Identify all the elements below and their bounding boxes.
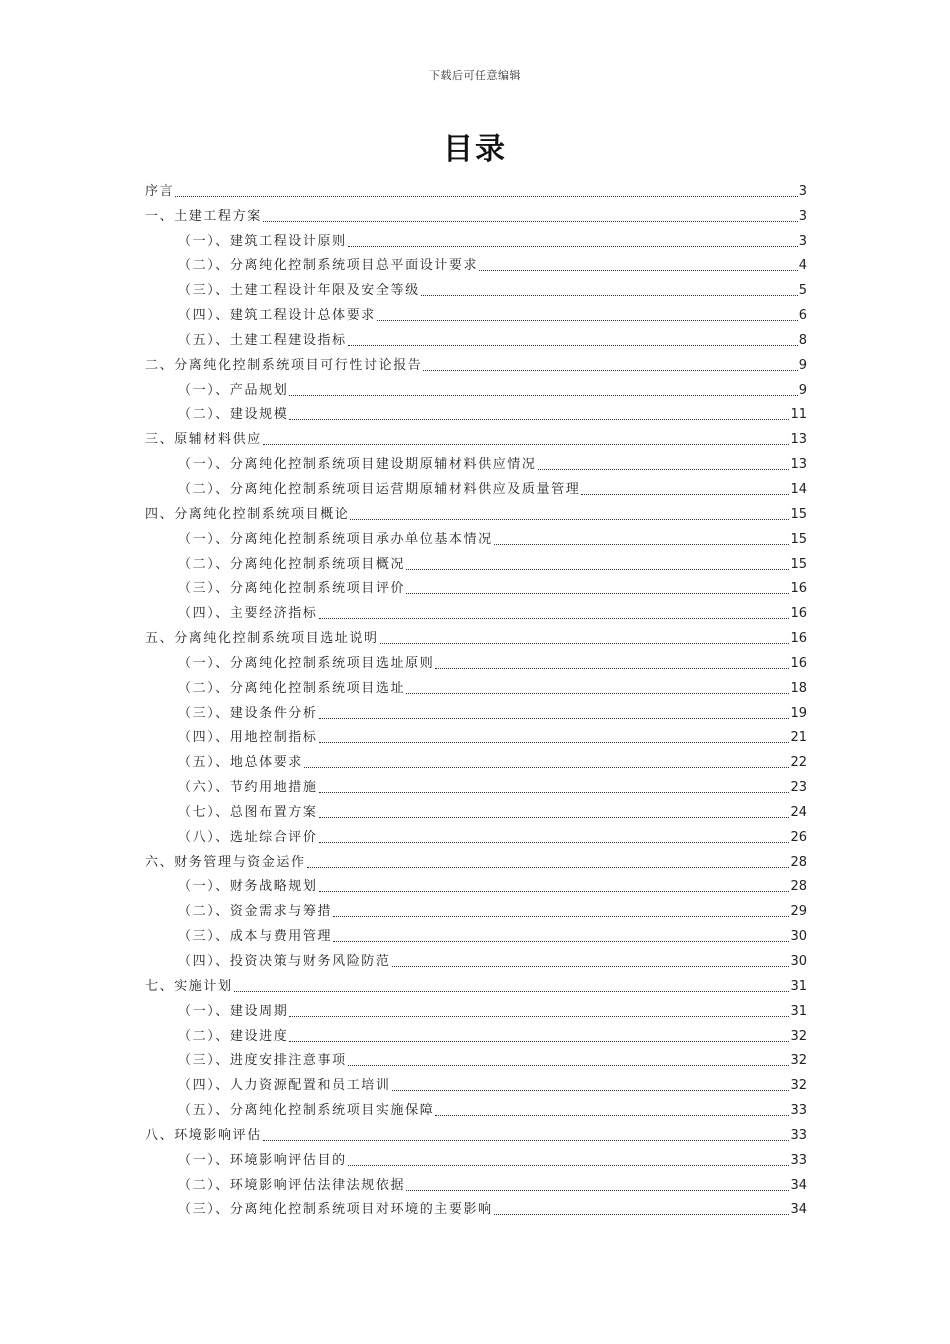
toc-page-number: 15	[790, 556, 807, 572]
toc-entry-label: （一）、建筑工程设计原则	[178, 233, 347, 249]
toc-dot-leader	[406, 568, 789, 570]
toc-dot-leader	[423, 369, 797, 371]
toc-section-entry[interactable]	[145, 549, 807, 574]
table-of-contents	[145, 176, 807, 1219]
toc-entry-label: （三）、进度安排注意事项	[178, 1053, 347, 1069]
toc-entry-label: （四）、建筑工程设计总体要求	[178, 308, 376, 324]
toc-page-number: 9	[798, 357, 807, 373]
toc-entry-label: 七、实施计划	[145, 978, 233, 994]
toc-entry-label: （四）、人力资源配置和员工培训	[178, 1078, 391, 1094]
toc-section-entry[interactable]	[145, 325, 807, 350]
toc-dot-leader	[319, 890, 790, 892]
toc-dot-leader	[319, 841, 790, 843]
toc-chapter-entry[interactable]	[145, 424, 807, 449]
toc-section-entry[interactable]	[145, 1195, 807, 1220]
toc-page-number: 31	[790, 978, 807, 994]
toc-entry-label: （四）、主要经济指标	[178, 606, 318, 622]
toc-dot-leader	[435, 667, 789, 669]
toc-section-entry[interactable]	[145, 474, 807, 499]
toc-dot-leader	[307, 866, 790, 868]
toc-section-entry[interactable]	[145, 797, 807, 822]
toc-page-number: 13	[790, 432, 807, 448]
toc-dot-leader	[479, 269, 798, 271]
toc-page-number: 16	[790, 631, 807, 647]
toc-entry-label: （五）、土建工程建设指标	[178, 332, 347, 348]
toc-entry-label: 八、环境影响评估	[145, 1127, 262, 1143]
toc-page-number: 3	[798, 183, 807, 199]
toc-section-entry[interactable]	[145, 1046, 807, 1071]
toc-entry-label: （二）、建设进度	[178, 1028, 289, 1044]
toc-dot-leader	[289, 1015, 789, 1017]
toc-dot-leader	[333, 915, 789, 917]
toc-page-number: 24	[790, 804, 807, 820]
toc-section-entry[interactable]	[145, 648, 807, 673]
toc-entry-label: （一）、分离纯化控制系统项目建设期原辅材料供应情况	[178, 457, 537, 473]
toc-chapter-entry[interactable]	[145, 350, 807, 375]
toc-entry-label: （二）、资金需求与筹措	[178, 904, 333, 920]
toc-page-number: 34	[790, 1177, 807, 1193]
toc-page-number: 3	[798, 233, 807, 249]
toc-section-entry[interactable]	[145, 921, 807, 946]
toc-dot-leader	[319, 717, 790, 719]
toc-chapter-entry[interactable]	[145, 176, 807, 201]
toc-entry-label: 序言	[145, 183, 175, 199]
toc-chapter-entry[interactable]	[145, 201, 807, 226]
toc-dot-leader	[234, 990, 790, 992]
toc-page-number: 22	[790, 755, 807, 771]
toc-entry-label: （八）、选址综合评价	[178, 829, 318, 845]
toc-page-number: 11	[790, 407, 807, 423]
toc-page-number: 18	[790, 680, 807, 696]
toc-dot-leader	[377, 319, 798, 321]
toc-entry-label: （一）、产品规划	[178, 382, 289, 398]
toc-dot-leader	[263, 1139, 790, 1141]
toc-page-number: 15	[790, 506, 807, 522]
toc-dot-leader	[421, 294, 798, 296]
toc-section-entry[interactable]	[145, 400, 807, 425]
toc-page-number: 29	[790, 904, 807, 920]
toc-chapter-entry[interactable]	[145, 499, 807, 524]
toc-entry-label: （四）、投资决策与财务风险防范	[178, 954, 391, 969]
toc-section-entry[interactable]	[145, 598, 807, 623]
toc-entry-label: 二、分离纯化控制系统项目可行性讨论报告	[145, 357, 423, 373]
toc-section-entry[interactable]	[145, 1021, 807, 1046]
toc-dot-leader	[263, 443, 790, 445]
toc-chapter-entry[interactable]	[145, 847, 807, 872]
toc-entry-label: （三）、成本与费用管理	[178, 929, 333, 945]
toc-page-number: 26	[790, 829, 807, 845]
toc-page-number: 32	[790, 1053, 807, 1069]
toc-page-number: 32	[790, 1078, 807, 1094]
toc-section-entry[interactable]	[145, 896, 807, 921]
toc-section-entry[interactable]	[145, 1170, 807, 1195]
toc-entry-label: （二）、环境影响评估法律法规依据	[178, 1177, 406, 1193]
toc-entry-label: （一）、建设周期	[178, 1003, 289, 1019]
toc-page-number: 8	[798, 332, 807, 348]
toc-section-entry[interactable]	[145, 1070, 807, 1095]
toc-page-number: 30	[790, 954, 807, 969]
toc-entry-label: 五、分离纯化控制系统项目选址说明	[145, 631, 379, 647]
toc-title: 目录	[443, 132, 507, 167]
toc-section-entry[interactable]	[145, 772, 807, 797]
toc-entry-label: （一）、分离纯化控制系统项目选址原则	[178, 655, 435, 671]
toc-dot-leader	[406, 692, 789, 694]
toc-section-entry[interactable]	[145, 698, 807, 723]
toc-entry-label: 六、财务管理与资金运作	[145, 854, 306, 870]
toc-entry-label: （二）、分离纯化控制系统项目总平面设计要求	[178, 258, 479, 274]
toc-dot-leader	[175, 195, 798, 197]
toc-section-entry[interactable]	[145, 747, 807, 772]
toc-dot-leader	[348, 344, 798, 346]
toc-section-entry[interactable]	[145, 996, 807, 1021]
toc-section-entry[interactable]	[145, 872, 807, 897]
toc-page-number: 23	[790, 780, 807, 796]
toc-entry-label: （四）、用地控制指标	[178, 730, 318, 746]
toc-page-number: 28	[790, 879, 807, 895]
toc-entry-label: 一、土建工程方案	[145, 208, 262, 224]
toc-entry-label: 三、原辅材料供应	[145, 432, 262, 448]
toc-page-number: 33	[790, 1152, 807, 1168]
toc-section-entry[interactable]	[145, 251, 807, 276]
toc-entry-label: （七）、总图布置方案	[178, 804, 318, 820]
toc-page-number: 33	[790, 1127, 807, 1143]
toc-page-number: 9	[798, 382, 807, 398]
toc-page-number: 31	[790, 1003, 807, 1019]
toc-dot-leader	[289, 394, 797, 396]
toc-section-entry[interactable]	[145, 822, 807, 847]
toc-dot-leader	[392, 1089, 790, 1091]
toc-dot-leader	[392, 965, 790, 967]
toc-entry-label: （三）、分离纯化控制系统项目评价	[178, 581, 406, 597]
toc-entry-label: （六）、节约用地措施	[178, 780, 318, 796]
toc-section-entry[interactable]	[145, 524, 807, 549]
toc-section-entry[interactable]	[145, 946, 807, 971]
toc-dot-leader	[289, 1040, 789, 1042]
toc-dot-leader	[348, 245, 798, 247]
toc-dot-leader	[289, 418, 789, 420]
toc-dot-leader	[348, 1164, 790, 1166]
toc-page-number: 34	[790, 1202, 807, 1218]
toc-dot-leader	[319, 816, 790, 818]
toc-page-number: 13	[790, 457, 807, 473]
toc-entry-label: （一）、环境影响评估目的	[178, 1152, 347, 1168]
toc-section-entry[interactable]	[145, 226, 807, 251]
toc-page-number: 5	[798, 283, 807, 299]
toc-dot-leader	[348, 1064, 790, 1066]
toc-entry-label: （一）、分离纯化控制系统项目承办单位基本情况	[178, 531, 493, 547]
toc-entry-label: （三）、分离纯化控制系统项目对环境的主要影响	[178, 1202, 493, 1218]
toc-dot-leader	[333, 940, 789, 942]
toc-entry-label: （一）、财务战略规划	[178, 879, 318, 895]
toc-entry-label: （二）、分离纯化控制系统项目选址	[178, 680, 406, 696]
toc-dot-leader	[319, 791, 790, 793]
toc-page-number: 15	[790, 531, 807, 547]
toc-entry-label: （三）、土建工程设计年限及安全等级	[178, 283, 420, 299]
toc-entry-label: 四、分离纯化控制系统项目概论	[145, 506, 350, 522]
toc-section-entry[interactable]	[145, 275, 807, 300]
toc-dot-leader	[494, 1213, 790, 1215]
toc-dot-leader	[319, 617, 790, 619]
toc-page-number: 16	[790, 581, 807, 597]
toc-dot-leader	[538, 468, 790, 470]
toc-entry-label: （三）、建设条件分析	[178, 705, 318, 721]
toc-entry-label: （二）、建设规模	[178, 407, 289, 423]
toc-dot-leader	[581, 493, 789, 495]
toc-entry-label: （二）、分离纯化控制系统项目运营期原辅材料供应及质量管理	[178, 481, 581, 497]
toc-section-entry[interactable]	[145, 375, 807, 400]
toc-entry-label: （五）、分离纯化控制系统项目实施保障	[178, 1103, 435, 1119]
toc-page-number: 19	[790, 705, 807, 721]
toc-dot-leader	[304, 766, 790, 768]
toc-entry-label: （二）、分离纯化控制系统项目概况	[178, 556, 406, 572]
page-header-note: 下载后可任意编辑	[429, 69, 521, 82]
toc-dot-leader	[319, 741, 790, 743]
toc-page-number: 21	[790, 730, 807, 746]
toc-dot-leader	[406, 592, 789, 594]
toc-section-entry[interactable]	[145, 449, 807, 474]
toc-page-number: 28	[790, 854, 807, 870]
toc-entry-label: （五）、地总体要求	[178, 755, 303, 771]
toc-dot-leader	[350, 518, 789, 520]
toc-section-entry[interactable]	[145, 300, 807, 325]
toc-dot-leader	[494, 543, 790, 545]
toc-dot-leader	[435, 1114, 789, 1116]
toc-dot-leader	[380, 642, 790, 644]
toc-chapter-entry[interactable]	[145, 971, 807, 996]
toc-dot-leader	[406, 1189, 789, 1191]
toc-page-number: 6	[798, 308, 807, 324]
toc-page-number: 30	[790, 929, 807, 945]
toc-section-entry[interactable]	[145, 574, 807, 599]
toc-section-entry[interactable]	[145, 1145, 807, 1170]
toc-chapter-entry[interactable]	[145, 1120, 807, 1145]
toc-page-number: 33	[790, 1103, 807, 1119]
toc-page-number: 3	[798, 208, 807, 224]
toc-page-number: 14	[790, 481, 807, 497]
toc-section-entry[interactable]	[145, 1095, 807, 1120]
toc-chapter-entry[interactable]	[145, 623, 807, 648]
toc-dot-leader	[263, 220, 798, 222]
toc-page-number: 4	[798, 258, 807, 274]
toc-page-number: 32	[790, 1028, 807, 1044]
toc-page-number: 16	[790, 655, 807, 671]
toc-page-number: 16	[790, 606, 807, 622]
toc-section-entry[interactable]	[145, 673, 807, 698]
toc-section-entry[interactable]	[145, 723, 807, 748]
